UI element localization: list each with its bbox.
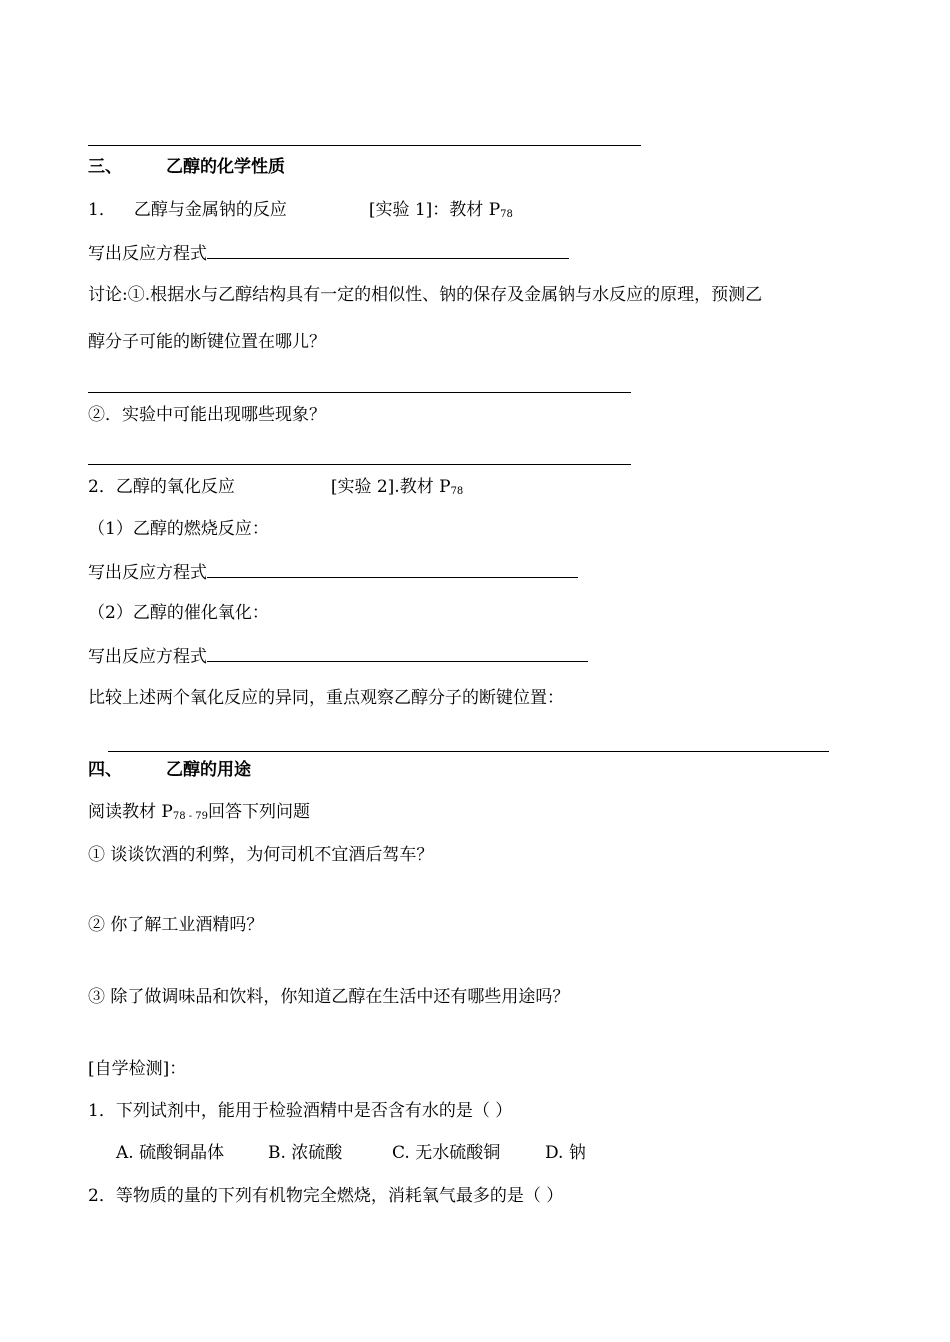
sub-item-2: （2）乙醇的催化氧化： (88, 603, 269, 623)
question-2: ②．实验中可能出现哪些现象？ (88, 405, 326, 425)
q1-option-b[interactable]: B. 浓硫酸 (268, 1143, 343, 1163)
q1-option-c[interactable]: C. 无水硫酸铜 (392, 1143, 501, 1163)
item1-number: 1． (88, 200, 116, 220)
compare-prompt: 比较上述两个氧化反应的异同，重点观察乙醇分子的断键位置： (88, 688, 564, 708)
section4-title: 乙醇的用途 (166, 760, 251, 780)
write-equation-label-3: 写出反应方程式 (88, 647, 207, 667)
q1-option-d[interactable]: D. 钠 (545, 1143, 586, 1163)
discussion-answer-line[interactable] (88, 392, 631, 393)
sub-item-1: （1）乙醇的燃烧反应： (88, 519, 269, 539)
write-equation-line-3 (88, 643, 588, 669)
equation-blank-3[interactable] (207, 643, 588, 662)
discussion-line-2: 醇分子可能的断键位置在哪儿？ (88, 332, 326, 352)
item1-experiment: [实验 1]：教材 P (368, 200, 501, 220)
write-equation-line-2 (88, 559, 578, 585)
write-equation-line-1 (88, 240, 569, 266)
compare-answer-line[interactable] (108, 751, 829, 752)
item2-experiment: [实验 2].教材 P (330, 477, 451, 497)
read-page-sub: 78 - 79 (172, 811, 209, 822)
item2-title: 乙醇的氧化反应 (115, 477, 235, 497)
read-prefix: 阅读教材 P (88, 802, 173, 822)
item1-title: 乙醇与金属钠的反应 (133, 200, 287, 220)
section4-number: 四、 (88, 760, 122, 780)
equation-blank-1[interactable] (207, 240, 569, 259)
section3-title: 乙醇的化学性质 (166, 157, 285, 177)
item1-page-sub: 78 (500, 209, 513, 220)
item2-page-sub: 78 (450, 486, 464, 497)
equation-blank-2[interactable] (207, 559, 578, 578)
q1-option-a[interactable]: A. 硫酸铜晶体 (116, 1143, 225, 1163)
item2-number: 2． (88, 477, 116, 497)
section4-heading (88, 758, 251, 782)
usage-question-2: ② 你了解工业酒精吗？ (88, 915, 264, 935)
usage-question-1: ① 谈谈饮酒的利弊，为何司机不宜酒后驾车？ (88, 845, 434, 865)
item1-line (88, 198, 513, 227)
section3-heading (88, 155, 285, 179)
read-suffix: 回答下列问题 (208, 802, 311, 822)
question2-answer-line[interactable] (88, 464, 631, 465)
self-test-question-2: 2．等物质的量的下列有机物完全燃烧，消耗氧气最多的是（ ） (88, 1186, 564, 1206)
self-test-question-1: 1．下列试剂中，能用于检验酒精中是否含有水的是（ ） (88, 1101, 513, 1121)
item2-line (88, 475, 463, 504)
read-instruction (88, 800, 310, 829)
section3-number: 三、 (88, 157, 122, 177)
discussion-line-1: 讨论:①.根据水与乙醇结构具有一定的相似性、钠的保存及金属钠与水反应的原理，预测乙 (88, 285, 763, 305)
usage-question-3: ③ 除了做调味品和饮料，你知道乙醇在生活中还有哪些用途吗？ (88, 987, 570, 1007)
write-equation-label-1: 写出反应方程式 (88, 244, 207, 264)
self-test-header: [自学检测]： (88, 1059, 187, 1079)
top-answer-line (88, 145, 641, 146)
write-equation-label-2: 写出反应方程式 (88, 563, 207, 583)
